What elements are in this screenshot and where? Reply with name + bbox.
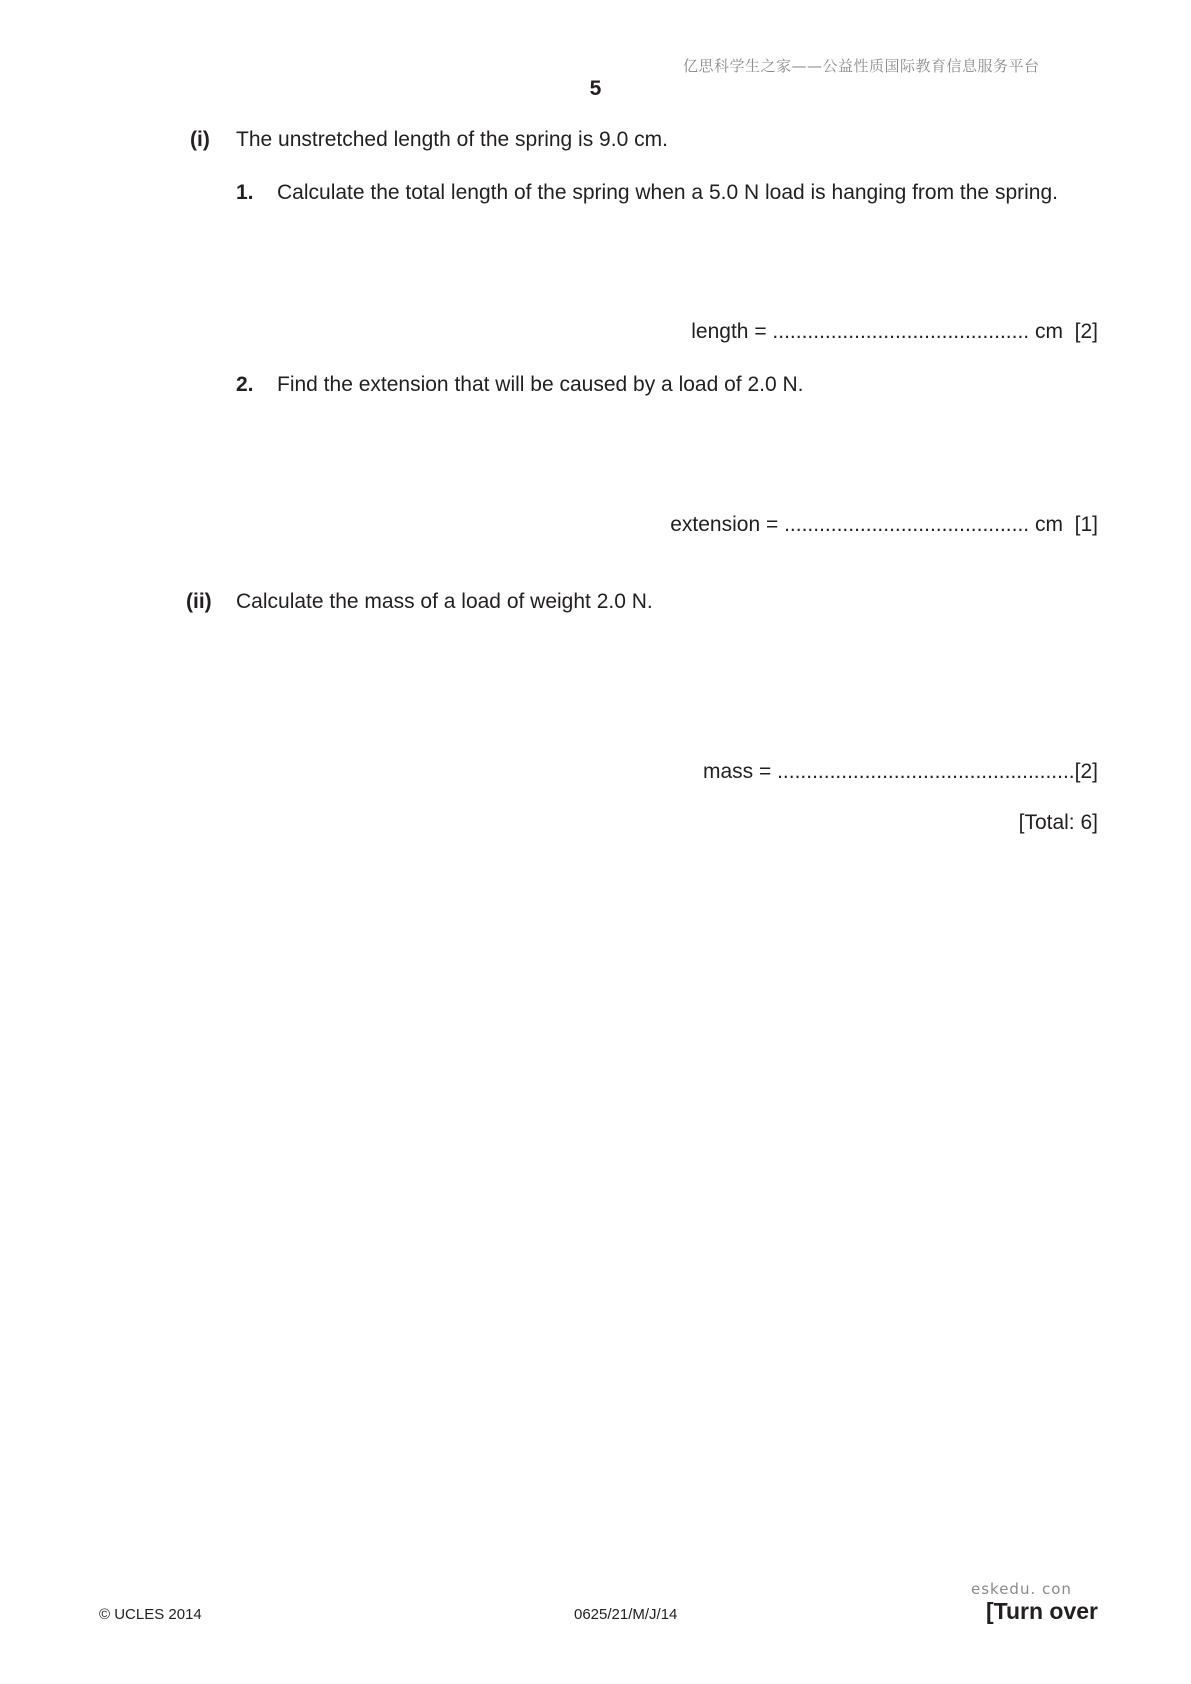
part-ii-text: Calculate the mass of a load of weight 2.0 N. [236,590,653,613]
length-marks: [2] [1074,320,1098,343]
length-answer-line [691,320,1098,344]
extension-answer-unit: cm [1029,513,1063,536]
footer-paper-code: 0625/21/M/J/14 [574,1606,678,1623]
footer-site-mark: eskedu. con [971,1580,1072,1598]
sub2-label: 2. [236,373,254,396]
part-i-label: (i) [190,128,210,151]
extension-marks: [1] [1074,513,1098,536]
sub1-label: 1. [236,181,254,204]
mass-answer-line [703,760,1098,784]
total-marks: [Total: 6] [1018,811,1098,834]
extension-answer-field[interactable]: .......................................... [784,513,1030,536]
turn-over-label: [Turn over [985,1598,1098,1624]
part-ii-label: (ii) [186,590,212,613]
length-answer-field[interactable]: ............................................ [772,320,1030,343]
length-answer-prefix: length = [691,320,773,343]
extension-answer-line [670,513,1098,537]
mass-answer-field[interactable]: ................................................... [777,760,1075,783]
part-i-text: The unstretched length of the spring is 9.0 cm. [236,128,668,151]
length-answer-unit: cm [1029,320,1063,343]
footer-copyright: © UCLES 2014 [99,1606,202,1623]
sub1-text: Calculate the total length of the spring when a 5.0 N load is hanging from the spring. [277,181,1058,204]
mass-marks: [2] [1074,760,1098,783]
sub2-text: Find the extension that will be caused by a load of 2.0 N. [277,373,804,396]
page-number: 5 [589,77,602,100]
extension-answer-prefix: extension = [670,513,785,536]
watermark-text: 亿思科学生之家——公益性质国际教育信息服务平台 [683,57,1040,75]
mass-answer-prefix: mass = [702,760,778,783]
